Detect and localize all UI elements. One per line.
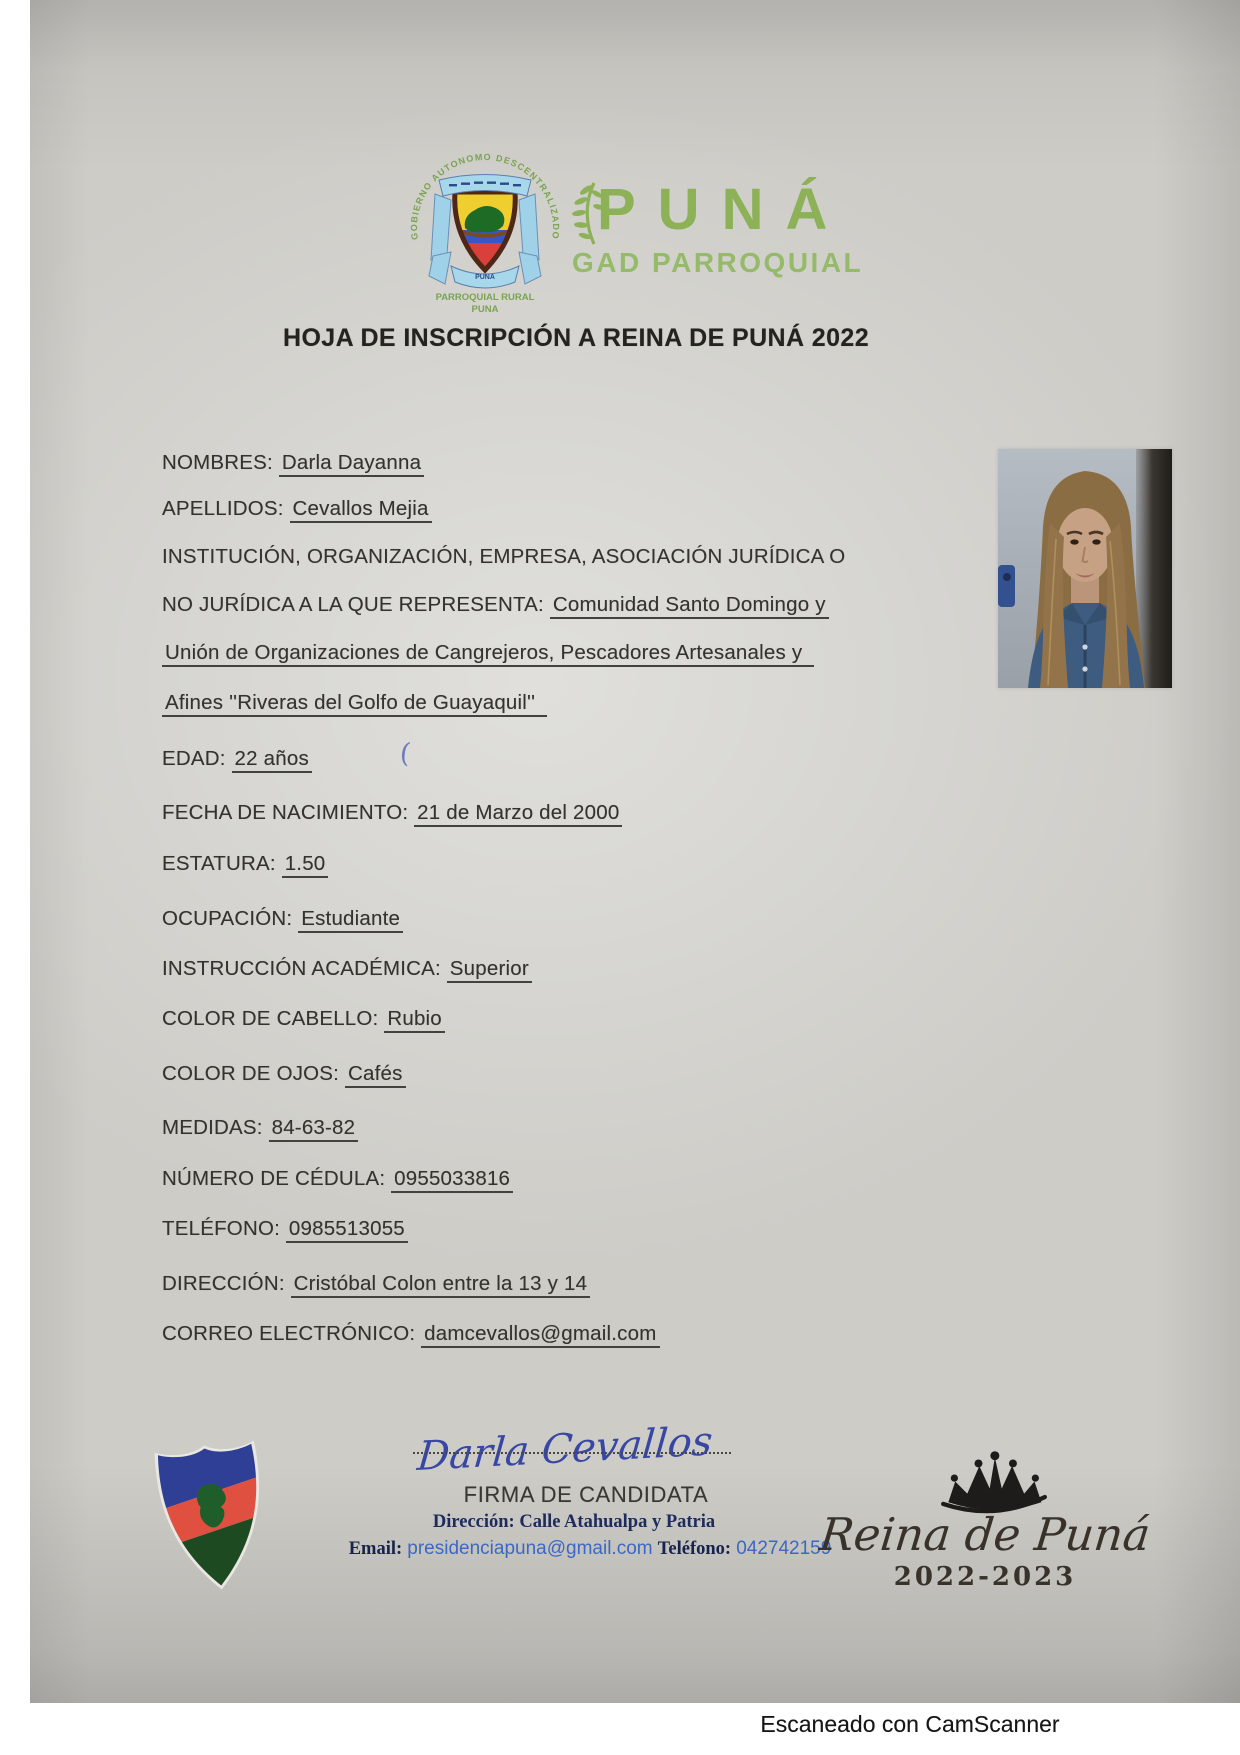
field-label: TELÉFONO: — [162, 1217, 286, 1240]
form-field-row — [162, 1114, 358, 1141]
puna-shield-icon — [141, 1431, 286, 1605]
field-label: INSTRUCCIÓN ACADÉMICA: — [162, 957, 447, 980]
field-value: 21 de Marzo del 2000 — [414, 801, 622, 827]
phone-label: Teléfono: — [657, 1539, 732, 1559]
field-value: Unión de Organizaciones de Cangrejeros, Pescadores Artesanales y — [162, 641, 814, 667]
field-value: Darla Dayanna — [279, 451, 424, 477]
form-field-row — [162, 689, 547, 716]
field-value: Cevallos Mejia — [290, 497, 432, 523]
form-field-row — [162, 905, 403, 932]
address-value: Calle Atahualpa y Patria — [519, 1512, 716, 1532]
field-value: Rubio — [384, 1007, 445, 1033]
form-field-row — [162, 1215, 408, 1242]
scanner-footer-text: Escaneado con CamScanner — [760, 1711, 1060, 1737]
form-field-row — [162, 745, 312, 772]
field-label: COLOR DE OJOS: — [162, 1062, 345, 1085]
field-value: 1.50 — [282, 852, 329, 878]
form-field-row — [162, 449, 424, 476]
field-value: damcevallos@gmail.com — [421, 1322, 659, 1348]
gad-puna-crest-icon — [405, 142, 565, 314]
signature-script-text: Darla Cevallos — [415, 1418, 715, 1481]
reina-years: 2022-2023 — [893, 1562, 1077, 1592]
form-field-row — [162, 1165, 513, 1192]
photo-face — [1057, 508, 1113, 582]
form-field-row — [162, 850, 328, 877]
form-field-row — [162, 543, 845, 570]
page-title: HOJA DE INSCRIPCIÓN A REINA DE PUNÁ 2022 — [282, 324, 870, 352]
form-field-row — [162, 639, 814, 666]
crest-arc-text: GOBIERNO AUTONOMO DESCENTRALIZADO — [408, 151, 562, 241]
crest-caption-2: PUNA — [471, 304, 499, 314]
field-value: Cristóbal Colon entre la 13 y 14 — [291, 1272, 591, 1298]
form-field-row — [162, 955, 532, 982]
field-value: Afines ''Riveras del Golfo de Guayaquil'' — [162, 691, 547, 717]
field-label: DIRECCIÓN: — [162, 1272, 291, 1295]
crest-ribbon-right — [519, 194, 539, 260]
candidate-photo — [998, 449, 1172, 688]
field-value: 84-63-82 — [269, 1116, 359, 1142]
field-label: INSTITUCIÓN, ORGANIZACIÓN, EMPRESA, ASOCIACIÓN JURÍDICA O — [162, 545, 846, 568]
photo-door-hardware — [998, 565, 1015, 607]
form-field-row — [162, 1270, 590, 1297]
email-value: presidenciapuna@gmail.com — [407, 1538, 653, 1559]
footer-address-line — [374, 1512, 774, 1533]
form-field-row — [162, 1005, 445, 1032]
field-label: OCUPACIÓN: — [162, 907, 299, 930]
field-value: Superior — [447, 957, 532, 983]
pen-stray-mark: ( — [398, 737, 413, 770]
candidate-signature — [400, 1418, 740, 1482]
form-field-row — [162, 591, 829, 618]
field-value: Comunidad Santo Domingo y — [550, 593, 829, 619]
puna-wordmark: PUNÁ — [597, 177, 850, 242]
field-label: COLOR DE CABELLO: — [162, 1007, 385, 1030]
field-label: CORREO ELECTRÓNICO: — [162, 1322, 422, 1345]
field-value: 22 años — [232, 747, 312, 773]
form-field-row — [162, 1320, 660, 1347]
field-label: EDAD: — [162, 747, 232, 770]
field-label: NOMBRES: — [162, 451, 279, 474]
field-value: Cafés — [345, 1062, 406, 1088]
crest-caption-1: PARROQUIAL RURAL — [435, 292, 535, 303]
reina-de-puna-script: Reina de Puná — [817, 1508, 1153, 1561]
field-label: FECHA DE NACIMIENTO: — [162, 801, 415, 824]
crest-ribbon-left — [431, 194, 451, 260]
field-value: 0985513055 — [286, 1217, 408, 1243]
footer-contact-line — [330, 1537, 850, 1560]
field-label: ESTATURA: — [162, 852, 282, 875]
form-field-row — [162, 495, 432, 522]
address-label: Dirección: — [432, 1512, 515, 1532]
form-field-row — [162, 799, 622, 826]
field-value: Estudiante — [298, 907, 403, 933]
form-field-row — [162, 1060, 406, 1087]
field-label: MEDIDAS: — [162, 1116, 269, 1139]
email-label: Email: — [348, 1539, 403, 1559]
gad-parroquial-subtitle: GAD PARROQUIAL — [572, 247, 864, 278]
phone-value: 042742159 — [736, 1538, 832, 1559]
field-label: APELLIDOS: — [162, 497, 290, 520]
field-label: NÚMERO DE CÉDULA: — [162, 1167, 392, 1190]
field-label: NO JURÍDICA A LA QUE REPRESENTA: — [162, 593, 550, 616]
signature-caption: FIRMA DE CANDIDATA — [463, 1482, 709, 1507]
signature-dotted-line — [413, 1452, 731, 1454]
crest-bottom-banner-text: PUNA — [475, 274, 495, 281]
field-value: 0955033816 — [391, 1167, 513, 1193]
